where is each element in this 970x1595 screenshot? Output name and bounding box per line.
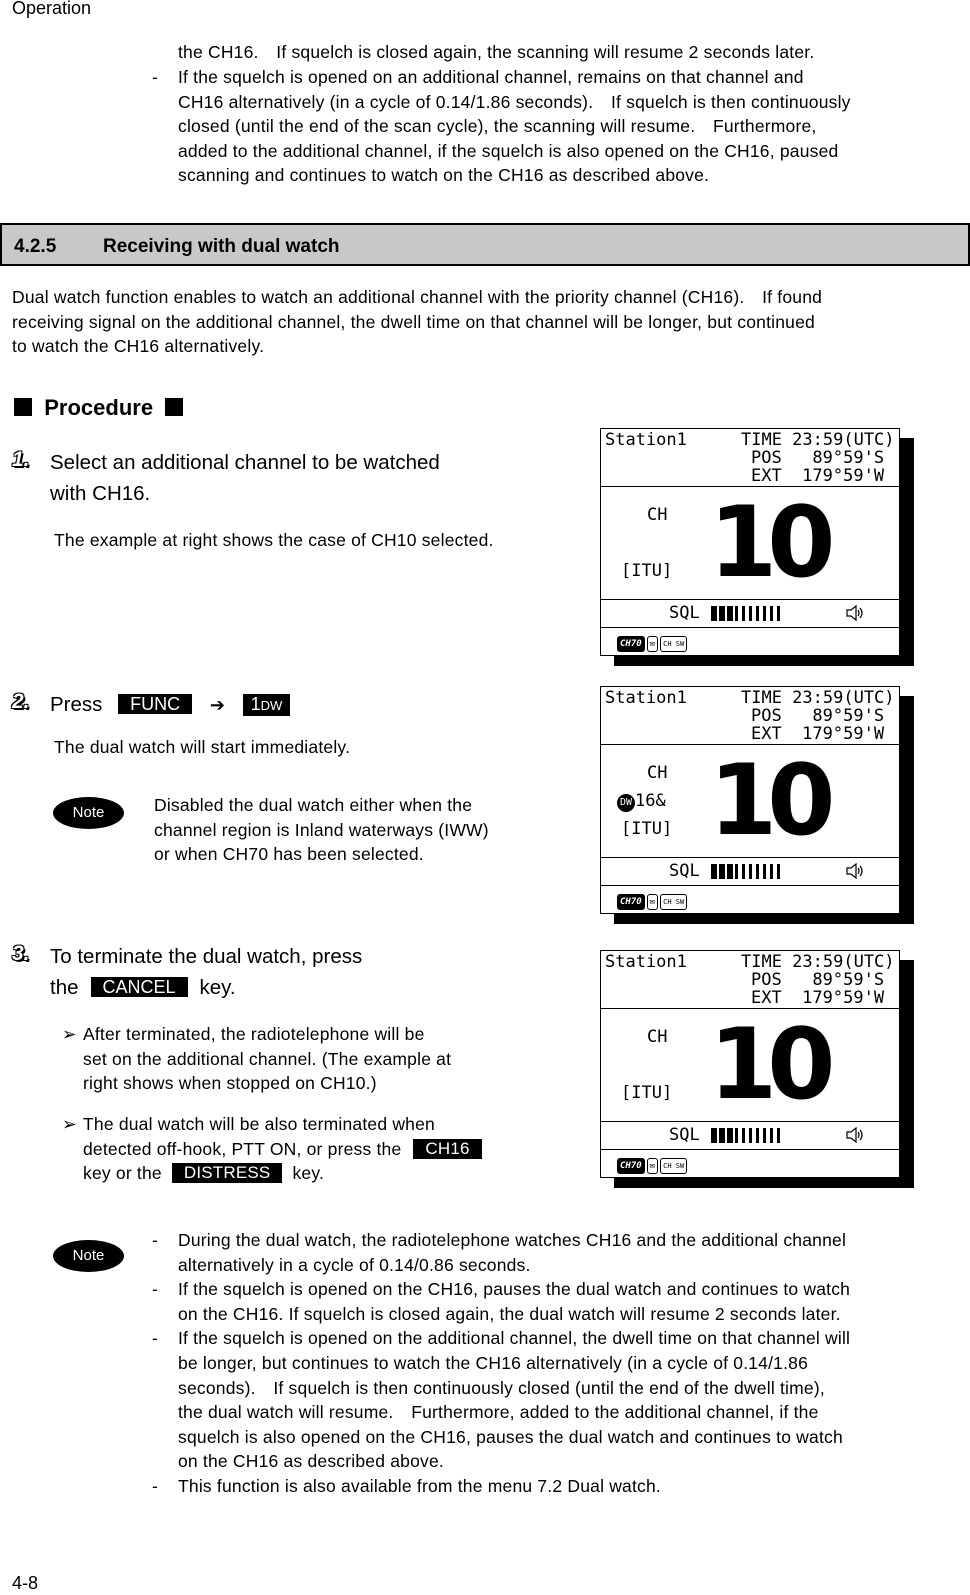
section-title: Receiving with dual watch xyxy=(103,236,340,257)
mail-icon: ✉ xyxy=(647,894,658,910)
step-2-note: Disabled the dual watch either when the channel region is Inland waterways (IWW) or when CH70 has been selected. xyxy=(154,795,489,865)
step-3-text: To terminate the dual watch, press the CANCEL key. xyxy=(50,945,363,999)
mail-icon: ✉ xyxy=(647,636,658,652)
square-bullet-icon xyxy=(14,398,32,416)
channel-number: 10 xyxy=(709,1008,826,1122)
intro-line: the CH16. If squelch is closed again, the scanning will resume 2 seconds later. xyxy=(178,42,815,62)
step-3-bullet-2: ➢ The dual watch will be also terminated when detected off-hook, PTT ON, or press the CH16 key or the DISTRESS key. xyxy=(62,1112,562,1186)
intro-bullet-text: If the squelch is opened on an additional channel, remains on that channel and CH16 alternatively (in a cycle of 0.14/1.86 seconds). If squelch is then continuously closed (until the end of the scan cycle), the scanning will resume. Furthermore, added to the additional channel, if the squelch is also opened on the CH16, paused scanning and continues to watch on the CH16 as described above. xyxy=(178,67,851,186)
squelch-level-bar xyxy=(711,1128,784,1148)
func-key: FUNC xyxy=(118,694,192,714)
square-bullet-icon xyxy=(165,398,183,416)
step-2-text: Press FUNC ➔ 1DW xyxy=(50,689,296,721)
dual-watch-icon: DW xyxy=(617,794,635,812)
ch70-icon: CH70 xyxy=(617,636,645,652)
ch-sw-icon: CH SW xyxy=(660,894,687,910)
lcd-screen-dual-watch: Station1 TIME 23:59(UTC) POS 89°59'S EXT 179°59'W CH DW 16& [ITU] 10 SQL CH70 ✉ CH SW xyxy=(600,686,900,914)
step-number: 3. xyxy=(12,942,30,965)
procedure-heading: Procedure xyxy=(14,395,183,421)
ch70-icon: CH70 xyxy=(617,1158,645,1174)
note-item: - If the squelch is opened on the additional channel, the dwell time on that channel will be longer, but continues to watch the CH16 alternatively (in a cycle of 0.14/1.86 seconds). If squelch is then continuously closed (until the end of the dwell time), the dual watch will resume. Furthermore, added to the additional channel, if the squelch is also opened on the CH16, pauses the dual watch and continues to watch on the CH16 as described above. xyxy=(152,1328,851,1472)
note-badge: Note xyxy=(53,797,124,829)
cancel-key: CANCEL xyxy=(91,977,188,997)
channel-number: 10 xyxy=(709,486,826,600)
speaker-icon xyxy=(845,1126,865,1149)
lcd-screen-ch10: Station1 TIME 23:59(UTC) POS 89°59'S EXT 179°59'W CH [ITU] 10 SQL CH70 ✉ CH SW xyxy=(600,428,900,656)
channel-number: 10 xyxy=(709,744,826,858)
distress-key: DISTRESS xyxy=(172,1163,283,1183)
running-header: Operation xyxy=(12,0,92,18)
lcd-screen-ch10-after: Station1 TIME 23:59(UTC) POS 89°59'S EXT 179°59'W CH [ITU] 10 SQL CH70 ✉ CH SW xyxy=(600,950,900,1178)
note-item: - This function is also available from the menu 7.2 Dual watch. xyxy=(152,1475,661,1496)
mail-icon: ✉ xyxy=(647,1158,658,1174)
arrow-right-icon: ➔ xyxy=(209,695,225,715)
step-3-bullet-1: ➢ After terminated, the radiotelephone will be set on the additional channel. (The example at right shows when stopped on CH10.) xyxy=(62,1024,452,1094)
step-1-text: Select an additional channel to be watched with CH16. xyxy=(50,451,440,505)
section-heading xyxy=(0,223,970,266)
squelch-level-bar xyxy=(711,606,784,626)
ch70-icon: CH70 xyxy=(617,894,645,910)
section-description: Dual watch function enables to watch an additional channel with the priority channel (CH16). If found receiving signal on the additional channel, the dwell time on that channel will be longer, but continued to watch the CH16 alternatively. xyxy=(12,287,823,357)
note-item: - During the dual watch, the radiotelephone watches CH16 and the additional channel alternatively in a cycle of 0.14/0.86 seconds. xyxy=(152,1230,847,1275)
speaker-icon xyxy=(845,604,865,627)
step-number: 2. xyxy=(12,690,30,713)
arrowhead-bullet-icon: ➢ xyxy=(62,1024,77,1044)
step-number: 1. xyxy=(12,448,30,471)
step-1-detail: The example at right shows the case of CH10 selected. xyxy=(54,530,494,550)
ch16-key: CH16 xyxy=(413,1139,481,1159)
squelch-level-bar xyxy=(711,864,784,884)
intro-dash: - xyxy=(152,67,159,87)
ch-sw-icon: CH SW xyxy=(660,636,687,652)
step-2-detail: The dual watch will start immediately. xyxy=(54,737,351,757)
dw-key: 1DW xyxy=(243,694,291,716)
note-badge: Note xyxy=(53,1240,124,1272)
page-number: 4-8 xyxy=(12,1573,39,1593)
speaker-icon xyxy=(845,862,865,885)
arrowhead-bullet-icon: ➢ xyxy=(62,1114,77,1134)
bottom-note-list xyxy=(152,1228,952,1499)
ch-sw-icon: CH SW xyxy=(660,1158,687,1174)
section-number: 4.2.5 xyxy=(14,236,57,257)
note-item: - If the squelch is opened on the CH16, pauses the dual watch and continues to watch on the CH16. If squelch is closed again, the dual watch will resume 2 seconds later. xyxy=(152,1279,851,1324)
